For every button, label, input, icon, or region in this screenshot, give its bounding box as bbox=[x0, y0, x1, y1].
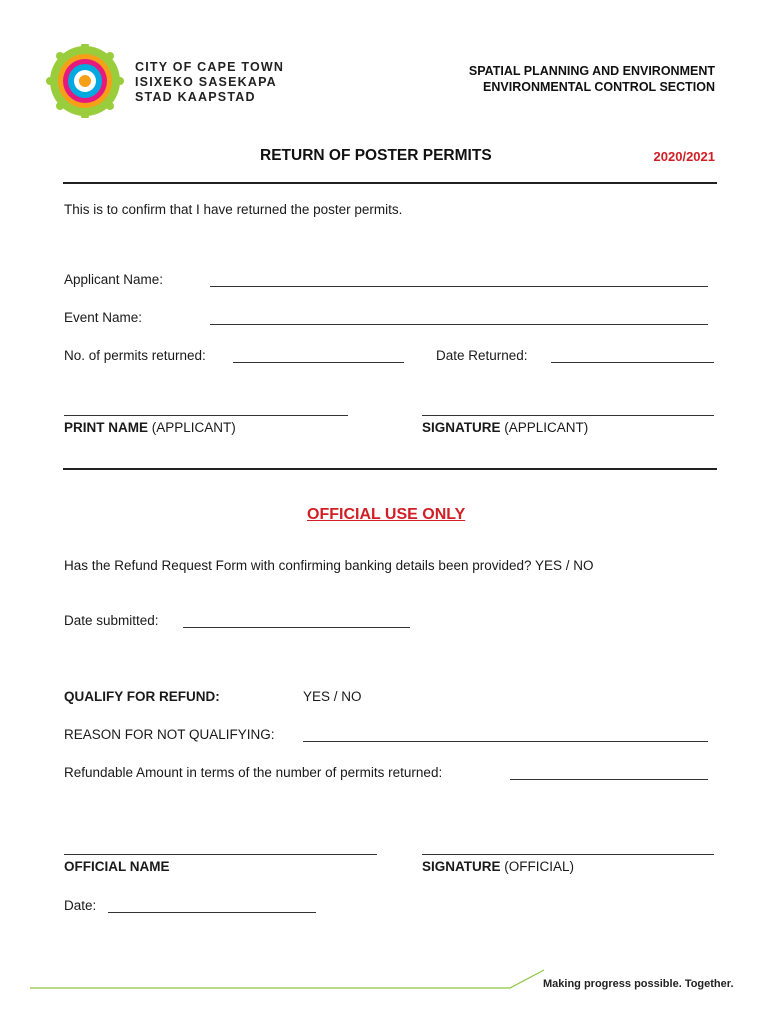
department-header bbox=[469, 63, 715, 95]
reason-label: REASON FOR NOT QUALIFYING: bbox=[64, 727, 275, 742]
refundable-amount-label: Refundable Amount in terms of the number of permits returned: bbox=[64, 765, 443, 780]
official-date-label: Date: bbox=[64, 898, 97, 913]
logo-line-3: STAD KAAPSTAD bbox=[135, 90, 256, 104]
city-logo bbox=[46, 44, 124, 118]
date-returned-label: Date Returned: bbox=[436, 348, 528, 363]
date-submitted-label: Date submitted: bbox=[64, 613, 159, 628]
official-date-field[interactable] bbox=[108, 912, 316, 913]
signature-suffix: (APPLICANT) bbox=[500, 420, 589, 435]
section-name: ENVIRONMENTAL CONTROL SECTION bbox=[483, 80, 715, 94]
print-name-suffix: (APPLICANT) bbox=[148, 420, 236, 435]
signature-official-field[interactable] bbox=[422, 854, 714, 855]
refundable-amount-field[interactable] bbox=[510, 779, 708, 780]
logo-line-2: ISIXEKO SASEKAPA bbox=[135, 75, 277, 89]
date-returned-field[interactable] bbox=[551, 362, 714, 363]
form-year: 2020/2021 bbox=[653, 149, 715, 164]
title-divider bbox=[63, 182, 717, 184]
applicant-name-field[interactable] bbox=[210, 286, 708, 287]
footer-tagline: Making progress possible. Together. bbox=[543, 978, 734, 990]
permits-returned-field[interactable] bbox=[233, 362, 404, 363]
logo-text bbox=[135, 60, 284, 105]
section-divider bbox=[63, 468, 717, 470]
signature-bold: SIGNATURE bbox=[422, 420, 501, 435]
intro-text: This is to confirm that I have returned the poster permits. bbox=[64, 202, 403, 217]
signature-official-label bbox=[422, 859, 574, 874]
logo-line-1: CITY OF CAPE TOWN bbox=[135, 60, 285, 74]
form-title: RETURN OF POSTER PERMITS bbox=[260, 147, 492, 164]
official-use-heading: OFFICIAL USE ONLY bbox=[307, 506, 466, 523]
qualify-options: YES / NO bbox=[303, 689, 362, 704]
footer-line bbox=[30, 968, 550, 992]
date-submitted-field[interactable] bbox=[183, 627, 410, 628]
signature-applicant-label bbox=[422, 420, 588, 435]
city-emblem-icon bbox=[46, 44, 124, 118]
signature-official-bold: SIGNATURE bbox=[422, 859, 501, 874]
reason-field[interactable] bbox=[303, 741, 708, 742]
applicant-name-label: Applicant Name: bbox=[64, 272, 164, 287]
signature-official-suffix: (OFFICIAL) bbox=[500, 859, 575, 874]
permits-returned-label: No. of permits returned: bbox=[64, 348, 206, 363]
print-name-applicant-field[interactable] bbox=[64, 415, 348, 416]
print-name-applicant-label bbox=[64, 420, 236, 435]
signature-applicant-field[interactable] bbox=[422, 415, 714, 416]
print-name-bold: PRINT NAME bbox=[64, 420, 148, 435]
official-name-field[interactable] bbox=[64, 854, 377, 855]
event-name-field[interactable] bbox=[210, 324, 708, 325]
event-name-label: Event Name: bbox=[64, 310, 143, 325]
official-name-label: OFFICIAL NAME bbox=[64, 859, 170, 874]
refund-question: Has the Refund Request Form with confirming banking details been provided? YES / NO bbox=[64, 558, 594, 573]
qualify-label: QUALIFY FOR REFUND: bbox=[64, 689, 220, 704]
department-name: SPATIAL PLANNING AND ENVIRONMENT bbox=[468, 64, 715, 78]
